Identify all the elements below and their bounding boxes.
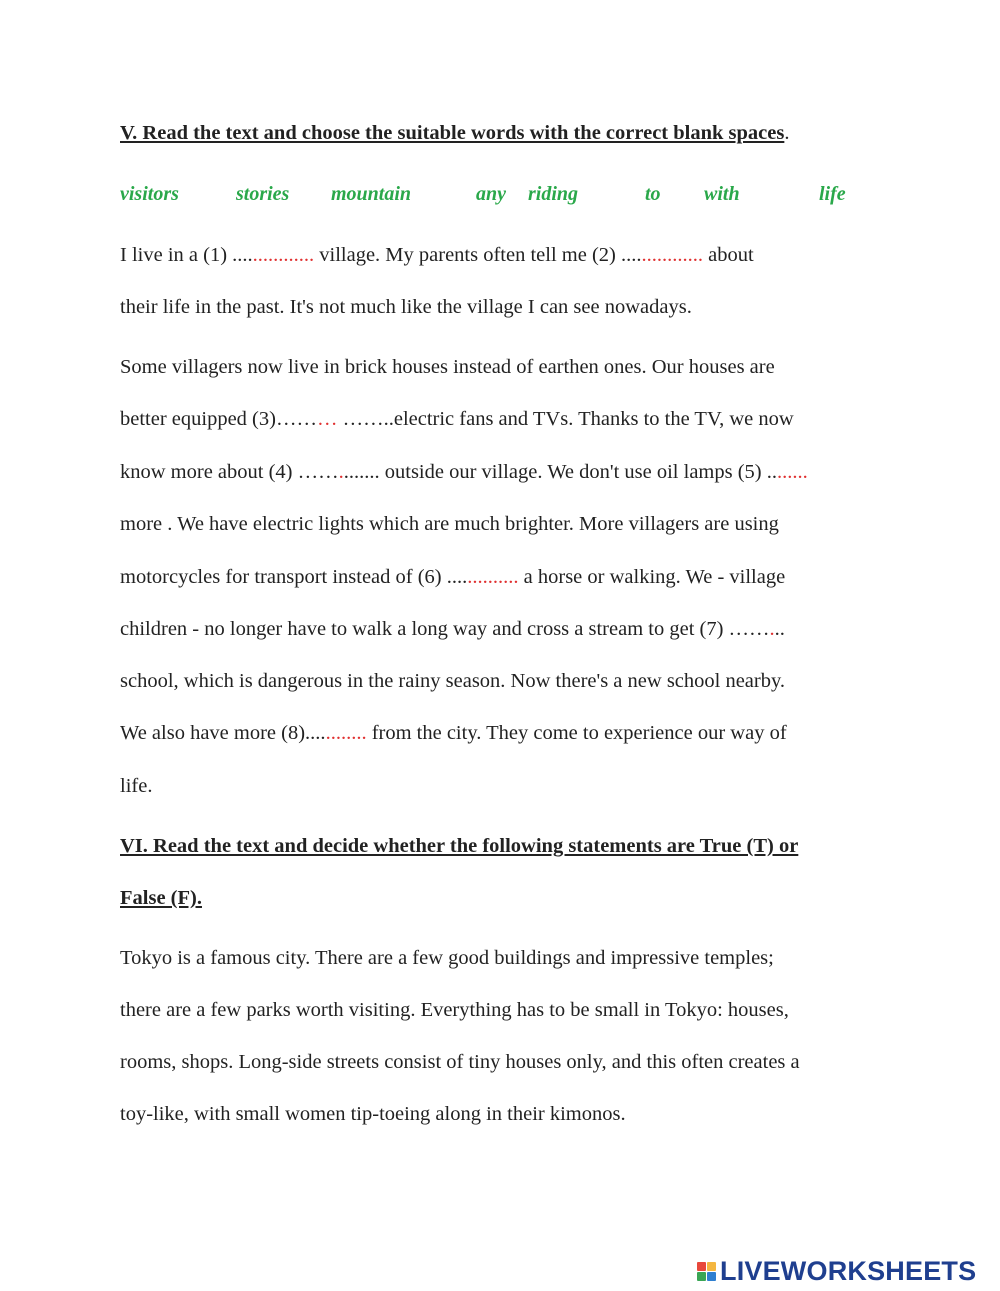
text-segment: children - no longer have to walk a long way and cross a stream to get (7) …… xyxy=(120,618,770,640)
passage-line xyxy=(120,512,779,536)
word-bank-item: mountain xyxy=(331,183,412,205)
logo-square-icon xyxy=(697,1262,706,1271)
blank-5[interactable]: ...... xyxy=(777,461,808,483)
blank-1[interactable]: ............ xyxy=(252,244,315,266)
blank-8[interactable]: ........ xyxy=(325,722,367,744)
passage-line xyxy=(120,460,808,484)
logo-grid-icon xyxy=(697,1262,716,1281)
logo-square-icon xyxy=(697,1272,706,1281)
text-segment: from the city. They come to experience our way of xyxy=(366,722,787,744)
word-bank-item: with xyxy=(704,183,740,205)
text-segment: about xyxy=(702,244,754,266)
passage-line xyxy=(120,617,785,641)
text-segment: We also have more (8).... xyxy=(120,722,326,744)
text-segment: ....... outside our village. We don't use oil lamps (5) .. xyxy=(343,461,777,483)
word-bank-item: any xyxy=(476,183,506,205)
text-segment: Some villagers now live in brick houses instead of earthen ones. Our houses are xyxy=(120,356,775,378)
reading-line: there are a few parks worth visiting. Everything has to be small in Tokyo: houses, xyxy=(120,999,789,1021)
section-5-heading-period: . xyxy=(784,122,790,144)
liveworksheets-logo[interactable] xyxy=(697,1256,976,1286)
logo-text: LIVEWORKSHEETS xyxy=(720,1255,977,1286)
text-segment: know more about (4) …… xyxy=(120,461,339,483)
section-6-heading-line-2: False (F). xyxy=(120,887,202,909)
text-segment: their life in the past. It's not much like the village I can see nowadays. xyxy=(120,296,692,318)
passage-line xyxy=(120,565,785,589)
text-segment: better equipped (3)…… xyxy=(120,408,317,430)
text-segment: motorcycles for transport instead of (6) .... xyxy=(120,566,468,588)
text-segment: life. xyxy=(120,775,153,797)
reading-line: Tokyo is a famous city. There are a few good buildings and impressive temples; xyxy=(120,947,774,969)
word-bank-item: visitors xyxy=(120,183,179,205)
passage-line xyxy=(120,407,794,431)
section-5-heading-text: V. Read the text and choose the suitable words with the correct blank spaces xyxy=(120,122,785,144)
passage-line xyxy=(120,355,775,379)
reading-line: toy-like, with small women tip-toeing along in their kimonos. xyxy=(120,1103,626,1125)
text-segment: more . We have electric lights which are much brighter. More villagers are using xyxy=(120,513,779,535)
blank-3[interactable]: … xyxy=(316,408,338,430)
section-6-heading xyxy=(120,834,798,858)
word-bank-item: life xyxy=(819,183,846,205)
blank-7[interactable]: . xyxy=(769,618,775,640)
reading-line: rooms, shops. Long-side streets consist of tiny houses only, and this often creates a xyxy=(120,1051,800,1073)
text-segment: .. xyxy=(774,618,785,640)
text-segment: ……..electric fans and TVs. Thanks to the TV, we now xyxy=(337,408,794,430)
text-segment: village. My parents often tell me (2) .... xyxy=(314,244,642,266)
blank-6[interactable]: .......... xyxy=(467,566,519,588)
logo-square-icon xyxy=(707,1272,716,1281)
text-segment: school, which is dangerous in the rainy season. Now there's a new school nearby. xyxy=(120,670,786,692)
logo-square-icon xyxy=(707,1262,716,1271)
text-segment: I live in a (1) .... xyxy=(120,244,253,266)
word-bank-item: to xyxy=(645,183,661,205)
passage-line xyxy=(120,295,692,319)
passage-line xyxy=(120,721,787,745)
section-6-heading xyxy=(120,886,202,910)
blank-2[interactable]: ............ xyxy=(641,244,703,266)
text-segment: a horse or walking. We - village xyxy=(518,566,786,588)
section-6-heading-line-1: VI. Read the text and decide whether the following statements are True (T) or xyxy=(120,835,799,857)
section-5-heading xyxy=(120,121,789,145)
passage-line xyxy=(120,243,754,267)
blank-4[interactable]: . xyxy=(338,461,344,483)
word-bank-item: stories xyxy=(236,183,290,205)
passage-line xyxy=(120,669,785,693)
passage-line xyxy=(120,774,152,798)
word-bank-item: riding xyxy=(528,183,579,205)
